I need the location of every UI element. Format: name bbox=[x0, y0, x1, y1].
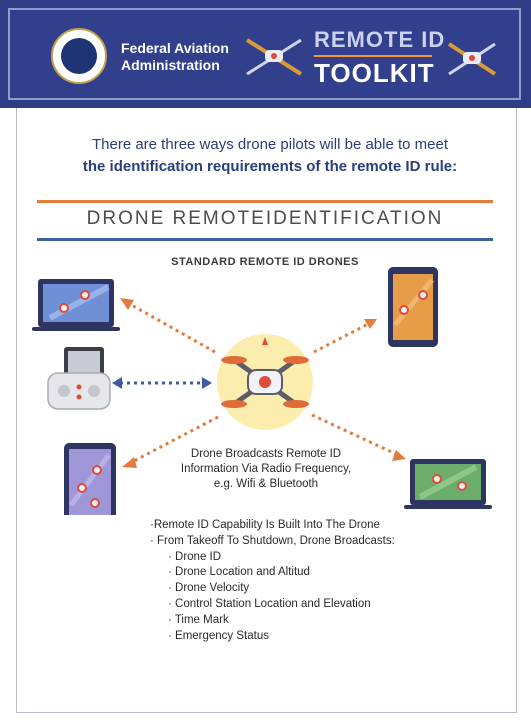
arrow-to-tablet-right bbox=[314, 323, 370, 352]
list-subitem: · Control Station Location and Elevation bbox=[168, 597, 371, 610]
arrowhead-controller-left bbox=[112, 377, 122, 389]
agency-name-line2: Administration bbox=[121, 57, 220, 73]
arrowhead-tablet-right bbox=[364, 319, 377, 329]
agency-name-line1: Federal Aviation bbox=[121, 40, 229, 56]
intro-text bbox=[40, 134, 500, 178]
arrow-to-laptop-left bbox=[128, 303, 215, 352]
faa-seal-icon bbox=[51, 28, 107, 84]
tablet-right-icon bbox=[388, 267, 438, 347]
toolkit-title-line1: REMOTE ID bbox=[314, 27, 446, 52]
caption-line3: e.g. Wifi & Bluetooth bbox=[213, 478, 319, 490]
toolkit-title-line2: TOOLKIT bbox=[314, 58, 435, 88]
caption-line2: Information Via Radio Frequency, bbox=[180, 463, 352, 475]
laptop-right-icon bbox=[404, 459, 492, 509]
diagram-subtitle: STANDARD REMOTE ID DRONES bbox=[171, 256, 359, 268]
caption-line1: Drone Broadcasts Remote ID bbox=[190, 448, 342, 460]
agency-name bbox=[121, 40, 229, 74]
tablet-left-icon bbox=[64, 443, 116, 515]
laptop-left-icon bbox=[32, 279, 120, 331]
header-drone-icon bbox=[243, 34, 305, 80]
arrowhead-tablet-left bbox=[122, 457, 137, 468]
arrowhead-controller-right bbox=[202, 377, 212, 389]
toolkit-divider bbox=[314, 55, 432, 57]
intro-line1: There are three ways drone pilots will be able to meet bbox=[91, 136, 448, 153]
section-title: DRONE REMOTEIDENTIFICATION bbox=[86, 208, 444, 229]
arrowhead-laptop-left bbox=[120, 298, 134, 310]
list-subitem: · Emergency Status bbox=[168, 629, 269, 642]
list-item: · From Takeoff To Shutdown, Drone Broadcasts: bbox=[150, 534, 395, 547]
list-subitem: · Time Mark bbox=[168, 613, 229, 626]
list-subitem: · Drone Velocity bbox=[168, 582, 250, 595]
intro-line2: the identification requirements of the remote ID rule: bbox=[82, 158, 458, 175]
broadcast-caption bbox=[156, 447, 376, 492]
orange-rule bbox=[37, 200, 493, 203]
remote-controller-icon bbox=[48, 347, 110, 409]
list-item: ·Remote ID Capability Is Built Into The Drone bbox=[150, 519, 380, 531]
list-subitem: · Drone Location and Altitud bbox=[168, 566, 310, 579]
header-drone-icon-right bbox=[443, 36, 501, 82]
broadcast-details-list bbox=[150, 518, 395, 644]
arrowhead-laptop-right bbox=[392, 450, 406, 461]
list-subitem: · Drone ID bbox=[168, 550, 222, 563]
blue-rule bbox=[37, 238, 493, 241]
